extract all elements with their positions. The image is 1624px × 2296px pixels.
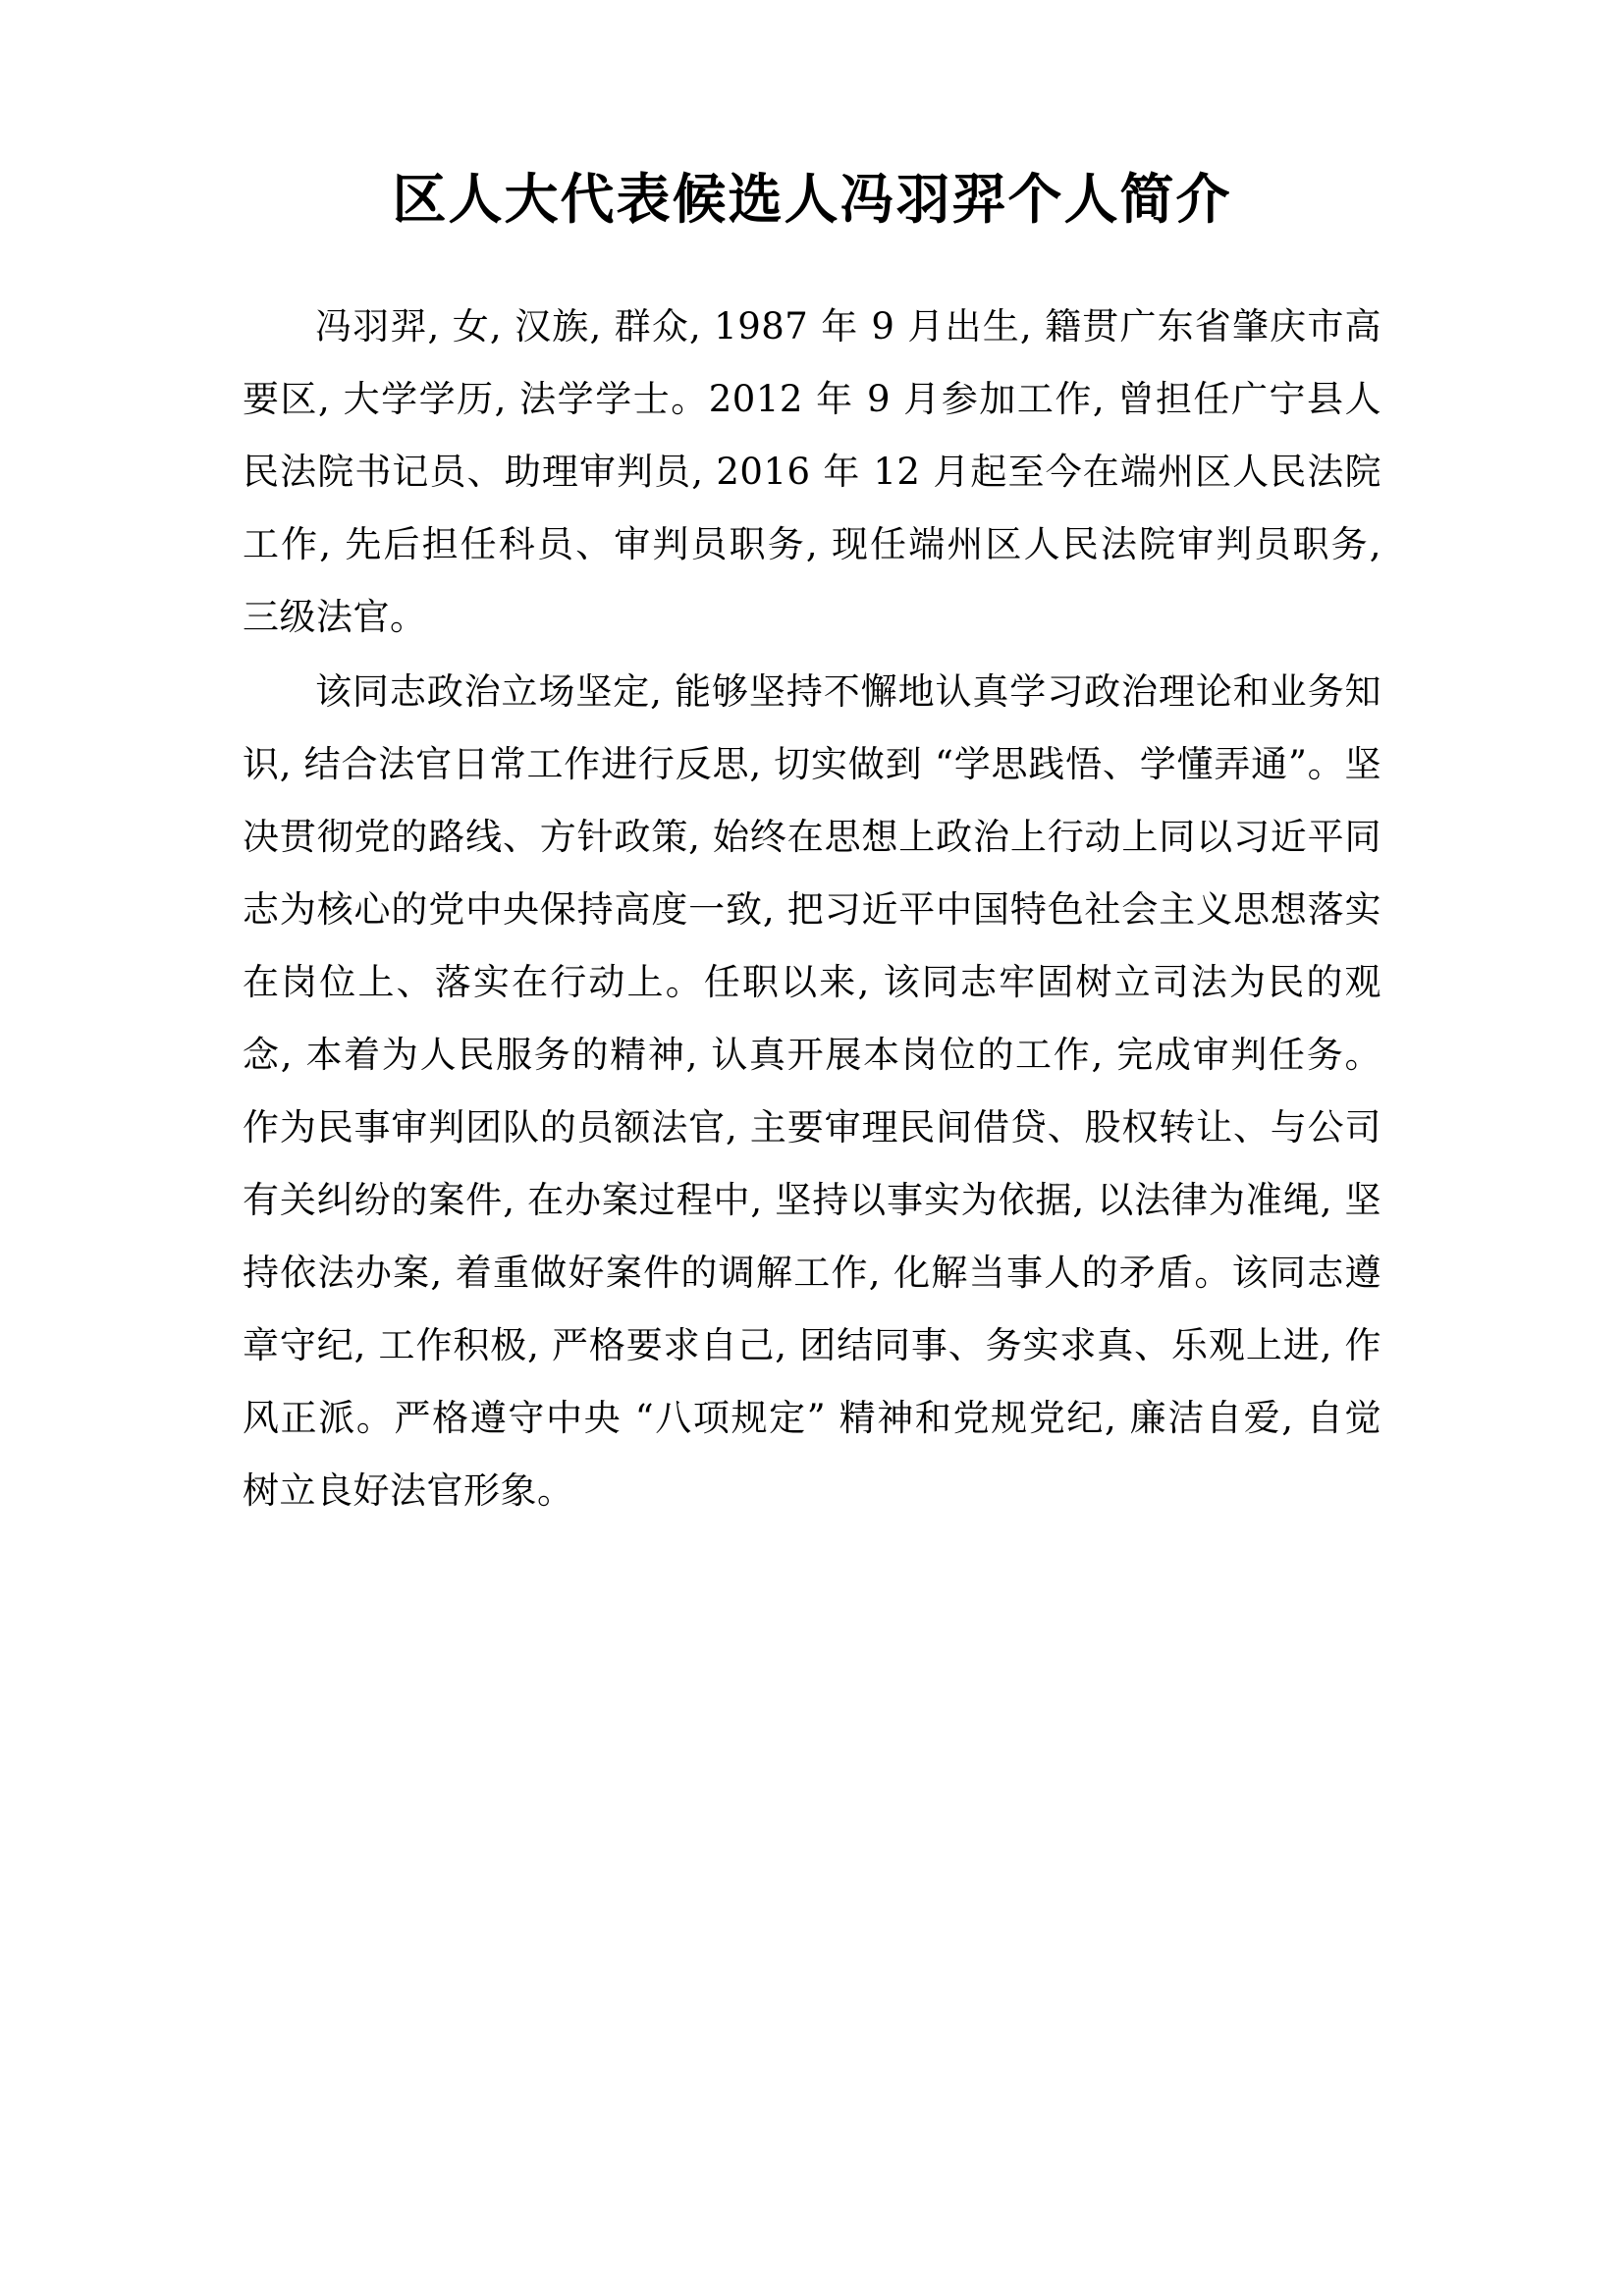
page-title: 区人大代表候选人冯羽羿个人简介 <box>392 167 1232 231</box>
document-body <box>243 232 1381 1527</box>
paragraph-biography: 冯羽羿, 女, 汉族, 群众, 1987 年 9 月出生, 籍贯广东省肇庆市高要区, 大学学历, 法学学士。2012 年 9 月参加工作, 曾担任广宁县人民法院书记员、助理审判员, 2016 年 12 月起至今在端州区人民法院工作, 先后担任科员、审判员职务, 现任端州区人民法院审判员职务, 三级法官。 <box>243 305 1381 638</box>
paragraph-evaluation: 该同志政治立场坚定, 能够坚持不懈地认真学习政治理论和业务知识, 结合法官日常工作进行反思, 切实做到 “学思践悟、学懂弄通”。坚决贯彻党的路线、方针政策, 始终在思想上政治上行动上同以习近平同志为核心的党中央保持高度一致, 把习近平中国特色社会主义思想落实在岗位上、落实在行动上。任职以来, 该同志牢固树立司法为民的观念, 本着为人民服务的精神, 认真开展本岗位的工作, 完成审判任务。作为民事审判团队的员额法官, 主要审理民间借贷、股权转让、与公司有关纠纷的案件, 在办案过程中, 坚持以事实为依据, 以法律为准绳, 坚持依法办案, 着重做好案件的调解工作, 化解当事人的矛盾。该同志遵章守纪, 工作积极, 严格要求自己, 团结同事、务实求真、乐观上进, 作风正派。严格遵守中央 “八项规定” 精神和党规党纪, 廉洁自爱, 自觉树立良好法官形象。 <box>243 670 1381 1512</box>
